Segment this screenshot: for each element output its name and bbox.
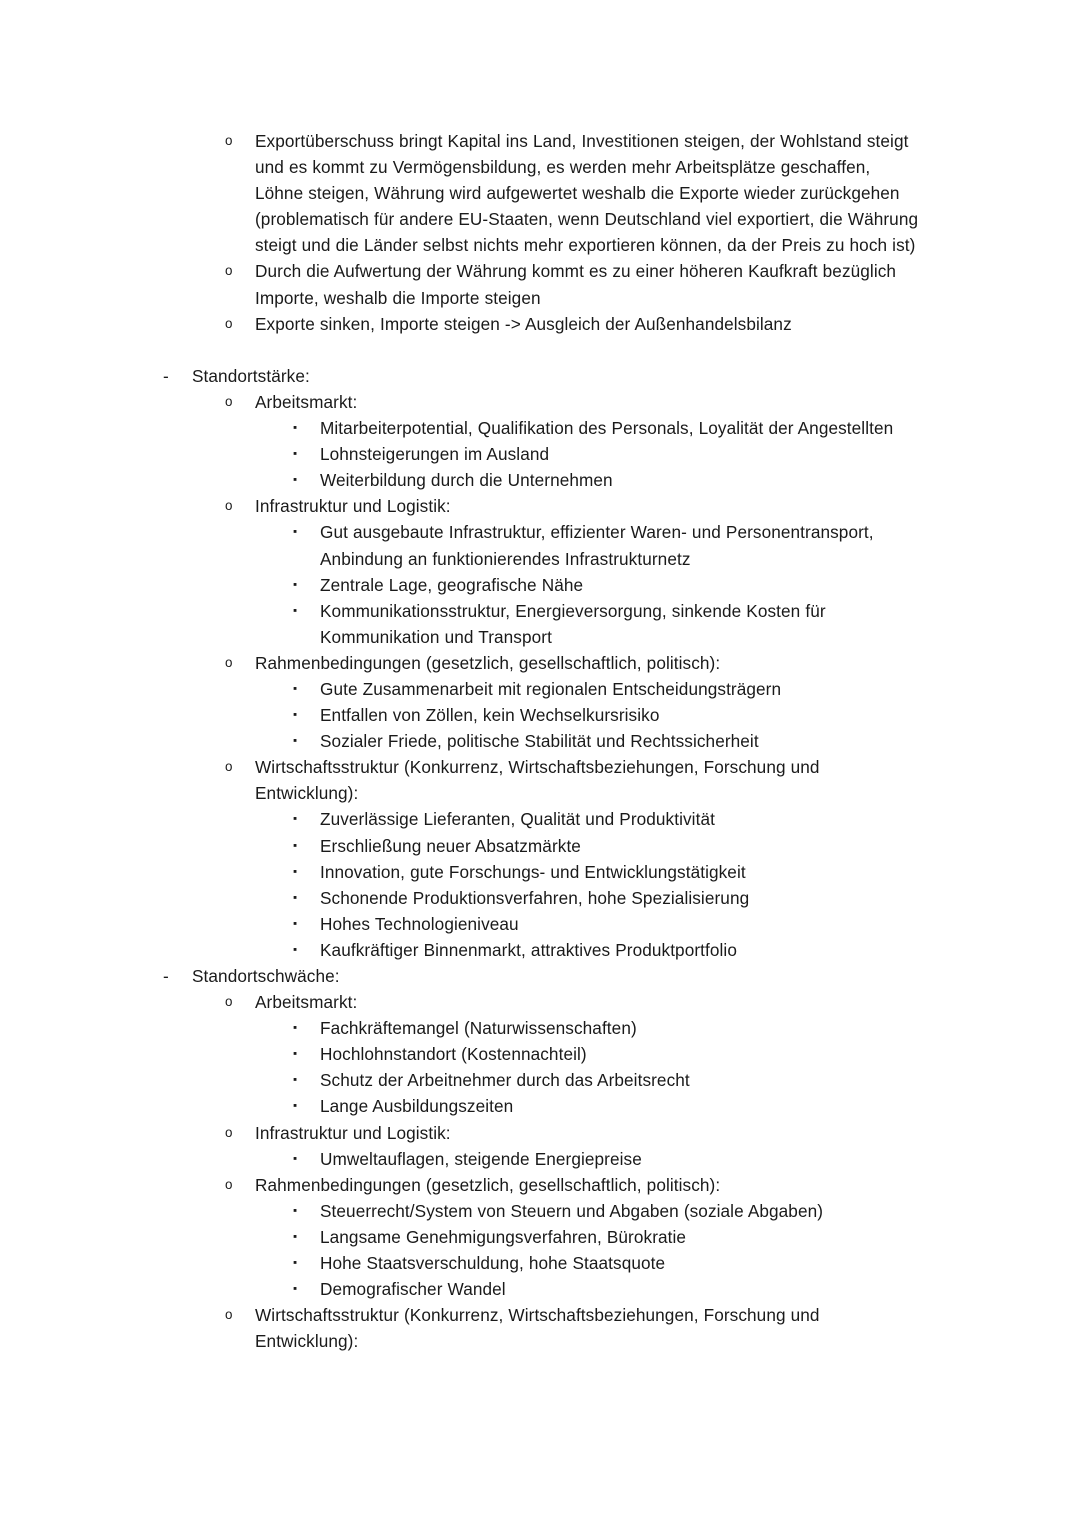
bullet-circle-icon: o xyxy=(225,1176,233,1192)
bullet-square-icon: ▪ xyxy=(293,422,298,435)
bullet-dash-icon: - xyxy=(163,966,169,986)
list-item xyxy=(293,1146,923,1172)
document-body xyxy=(163,128,923,1354)
list-item-text: Hohes Technologieniveau xyxy=(320,913,519,934)
list-item xyxy=(293,806,923,832)
list-item-text: Demografischer Wandel xyxy=(320,1279,506,1300)
list-item xyxy=(293,859,923,885)
bullet-square-icon: ▪ xyxy=(293,1257,298,1270)
list-item-text: Umweltauflagen, steigende Energiepreise xyxy=(320,1148,642,1169)
list-item xyxy=(293,676,923,702)
list-item-text: Zentrale Lage, geografische Nähe xyxy=(320,574,584,595)
bullet-square-icon: ▪ xyxy=(293,448,298,461)
bullet-square-icon: ▪ xyxy=(293,1022,298,1035)
subsection-heading xyxy=(225,493,923,519)
list-item xyxy=(293,519,923,571)
list-item-text: Lange Ausbildungszeiten xyxy=(320,1096,514,1117)
section-heading-text: Standortschwäche: xyxy=(192,966,340,986)
list-item-text: Steuerrecht/System von Steuern und Abgaben (soziale Abgaben) xyxy=(320,1200,824,1221)
list-item xyxy=(293,1067,923,1093)
bullet-circle-icon: o xyxy=(225,1124,233,1140)
list-item xyxy=(293,728,923,754)
list-item-text: Hochlohnstandort (Kostennachteil) xyxy=(320,1044,587,1065)
subsection-heading-text: Infrastruktur und Logistik: xyxy=(255,496,451,517)
list-item-text: Mitarbeiterpotential, Qualifikation des Personals, Loyalität der Angestellten xyxy=(320,418,894,439)
subsection-heading xyxy=(225,1120,923,1146)
list-item xyxy=(293,1041,923,1067)
list-item-text: Innovation, gute Forschungs- und Entwicklungstätigkeit xyxy=(320,861,746,882)
bullet-square-icon: ▪ xyxy=(293,943,298,956)
list-item xyxy=(293,702,923,728)
list-item xyxy=(293,1093,923,1119)
list-item xyxy=(293,1015,923,1041)
subsection-heading xyxy=(225,754,923,806)
bullet-circle-icon: o xyxy=(225,133,233,148)
bullet-square-icon: ▪ xyxy=(293,1204,298,1217)
list-item xyxy=(225,258,923,310)
list-item-text: Exporte sinken, Importe steigen -> Ausgleich der Außenhandelsbilanz xyxy=(255,313,792,334)
bullet-circle-icon: o xyxy=(225,393,233,409)
bullet-dash-icon: - xyxy=(163,365,169,386)
list-item xyxy=(293,441,923,467)
list-item xyxy=(293,937,923,963)
bullet-square-icon: ▪ xyxy=(293,1152,298,1165)
bullet-square-icon: ▪ xyxy=(293,1230,298,1243)
bullet-square-icon: ▪ xyxy=(293,578,298,591)
list-item xyxy=(293,1198,923,1224)
list-item xyxy=(293,833,923,859)
list-item xyxy=(293,415,923,441)
subsection-heading xyxy=(225,1302,923,1354)
bullet-square-icon: ▪ xyxy=(293,474,298,487)
bullet-circle-icon: o xyxy=(225,315,233,331)
bullet-square-icon: ▪ xyxy=(293,604,298,617)
list-item xyxy=(293,1250,923,1276)
subsection-heading-text: Wirtschaftsstruktur (Konkurrenz, Wirtschaftsbeziehungen, Forschung und Entwicklung): xyxy=(255,1305,820,1352)
list-item xyxy=(225,128,923,258)
bullet-square-icon: ▪ xyxy=(293,735,298,748)
list-item-text: Schonende Produktionsverfahren, hohe Spezialisierung xyxy=(320,887,750,908)
bullet-square-icon: ▪ xyxy=(293,1074,298,1087)
bullet-square-icon: ▪ xyxy=(293,1100,298,1113)
bullet-square-icon: ▪ xyxy=(293,1283,298,1296)
list-item xyxy=(225,311,923,337)
section-heading-staerke xyxy=(163,363,923,389)
list-item-text: Kaufkräftiger Binnenmarkt, attraktives Produktportfolio xyxy=(320,939,737,960)
bullet-square-icon: ▪ xyxy=(293,1048,298,1061)
list-item-text: Lohnsteigerungen im Ausland xyxy=(320,444,550,465)
bullet-circle-icon: o xyxy=(225,498,233,514)
subsection-heading xyxy=(225,989,923,1015)
bullet-square-icon: ▪ xyxy=(293,526,298,539)
section-heading-text: Standortstärke: xyxy=(192,365,310,386)
subsection-heading xyxy=(225,1172,923,1198)
list-item-text: Langsame Genehmigungsverfahren, Bürokratie xyxy=(320,1226,687,1247)
list-item-text: Durch die Aufwertung der Währung kommt es zu einer höheren Kaufkraft bezüglich Importe, weshalb die Importe steigen xyxy=(255,261,897,308)
list-item xyxy=(293,467,923,493)
list-item-text: Hohe Staatsverschuldung, hohe Staatsquote xyxy=(320,1253,666,1274)
bullet-circle-icon: o xyxy=(225,654,233,670)
paragraph-spacer xyxy=(163,337,923,363)
subsection-heading xyxy=(225,389,923,415)
bullet-square-icon: ▪ xyxy=(293,865,298,878)
bullet-square-icon: ▪ xyxy=(293,709,298,722)
list-item-text: Sozialer Friede, politische Stabilität und Rechtssicherheit xyxy=(320,731,759,752)
list-item xyxy=(293,598,923,650)
list-item xyxy=(293,572,923,598)
list-item-text: Fachkräftemangel (Naturwissenschaften) xyxy=(320,1018,637,1039)
bullet-circle-icon: o xyxy=(225,1307,233,1323)
list-item-text: Gut ausgebaute Infrastruktur, effizienter Waren- und Personentransport, Anbindung an funktionierendes Infrastrukturnetz xyxy=(320,522,874,569)
bullet-circle-icon: o xyxy=(225,759,233,775)
list-item xyxy=(293,1276,923,1302)
bullet-square-icon: ▪ xyxy=(293,917,298,930)
list-item-text: Erschließung neuer Absatzmärkte xyxy=(320,835,581,856)
bullet-square-icon: ▪ xyxy=(293,813,298,826)
list-item-text: Kommunikationsstruktur, Energieversorgung, sinkende Kosten für Kommunikation und Transport xyxy=(320,600,826,647)
section-heading-schwaeche xyxy=(163,963,923,989)
list-item xyxy=(293,911,923,937)
bullet-circle-icon: o xyxy=(225,994,233,1010)
subsection-heading-text: Infrastruktur und Logistik: xyxy=(255,1122,451,1143)
bullet-circle-icon: o xyxy=(225,263,233,279)
list-item-text: Gute Zusammenarbeit mit regionalen Entscheidungsträgern xyxy=(320,678,782,699)
list-item-text: Entfallen von Zöllen, kein Wechselkursrisiko xyxy=(320,705,660,726)
subsection-heading-text: Arbeitsmarkt: xyxy=(255,992,358,1013)
bullet-square-icon: ▪ xyxy=(293,682,298,695)
subsection-heading-text: Rahmenbedingungen (gesetzlich, gesellschaftlich, politisch): xyxy=(255,1174,721,1195)
list-item-text: Schutz der Arbeitnehmer durch das Arbeitsrecht xyxy=(320,1070,690,1091)
list-item xyxy=(293,1224,923,1250)
list-item-text: Zuverlässige Lieferanten, Qualität und Produktivität xyxy=(320,809,715,830)
list-item-text: Exportüberschuss bringt Kapital ins Land, Investitionen steigen, der Wohlstand steigt und es kommt zu Vermögensbildung, es werden mehr Arbeitsplätze geschaffen, Löhne steigen, Währung wird aufgewertet weshalb die Exporte wieder zurückgehen (problematisch für andere EU-Staaten, wenn Deutschland viel exportiert, die Währung steigt und die Länder selbst nichts mehr exportieren können, da der Preis zu hoch ist) xyxy=(255,131,919,256)
list-item xyxy=(293,885,923,911)
bullet-square-icon: ▪ xyxy=(293,839,298,852)
bullet-square-icon: ▪ xyxy=(293,891,298,904)
list-item-text: Weiterbildung durch die Unternehmen xyxy=(320,470,613,491)
subsection-heading-text: Wirtschaftsstruktur (Konkurrenz, Wirtschaftsbeziehungen, Forschung und Entwicklung): xyxy=(255,757,820,804)
subsection-heading xyxy=(225,650,923,676)
subsection-heading-text: Rahmenbedingungen (gesetzlich, gesellschaftlich, politisch): xyxy=(255,652,721,673)
subsection-heading-text: Arbeitsmarkt: xyxy=(255,391,358,412)
